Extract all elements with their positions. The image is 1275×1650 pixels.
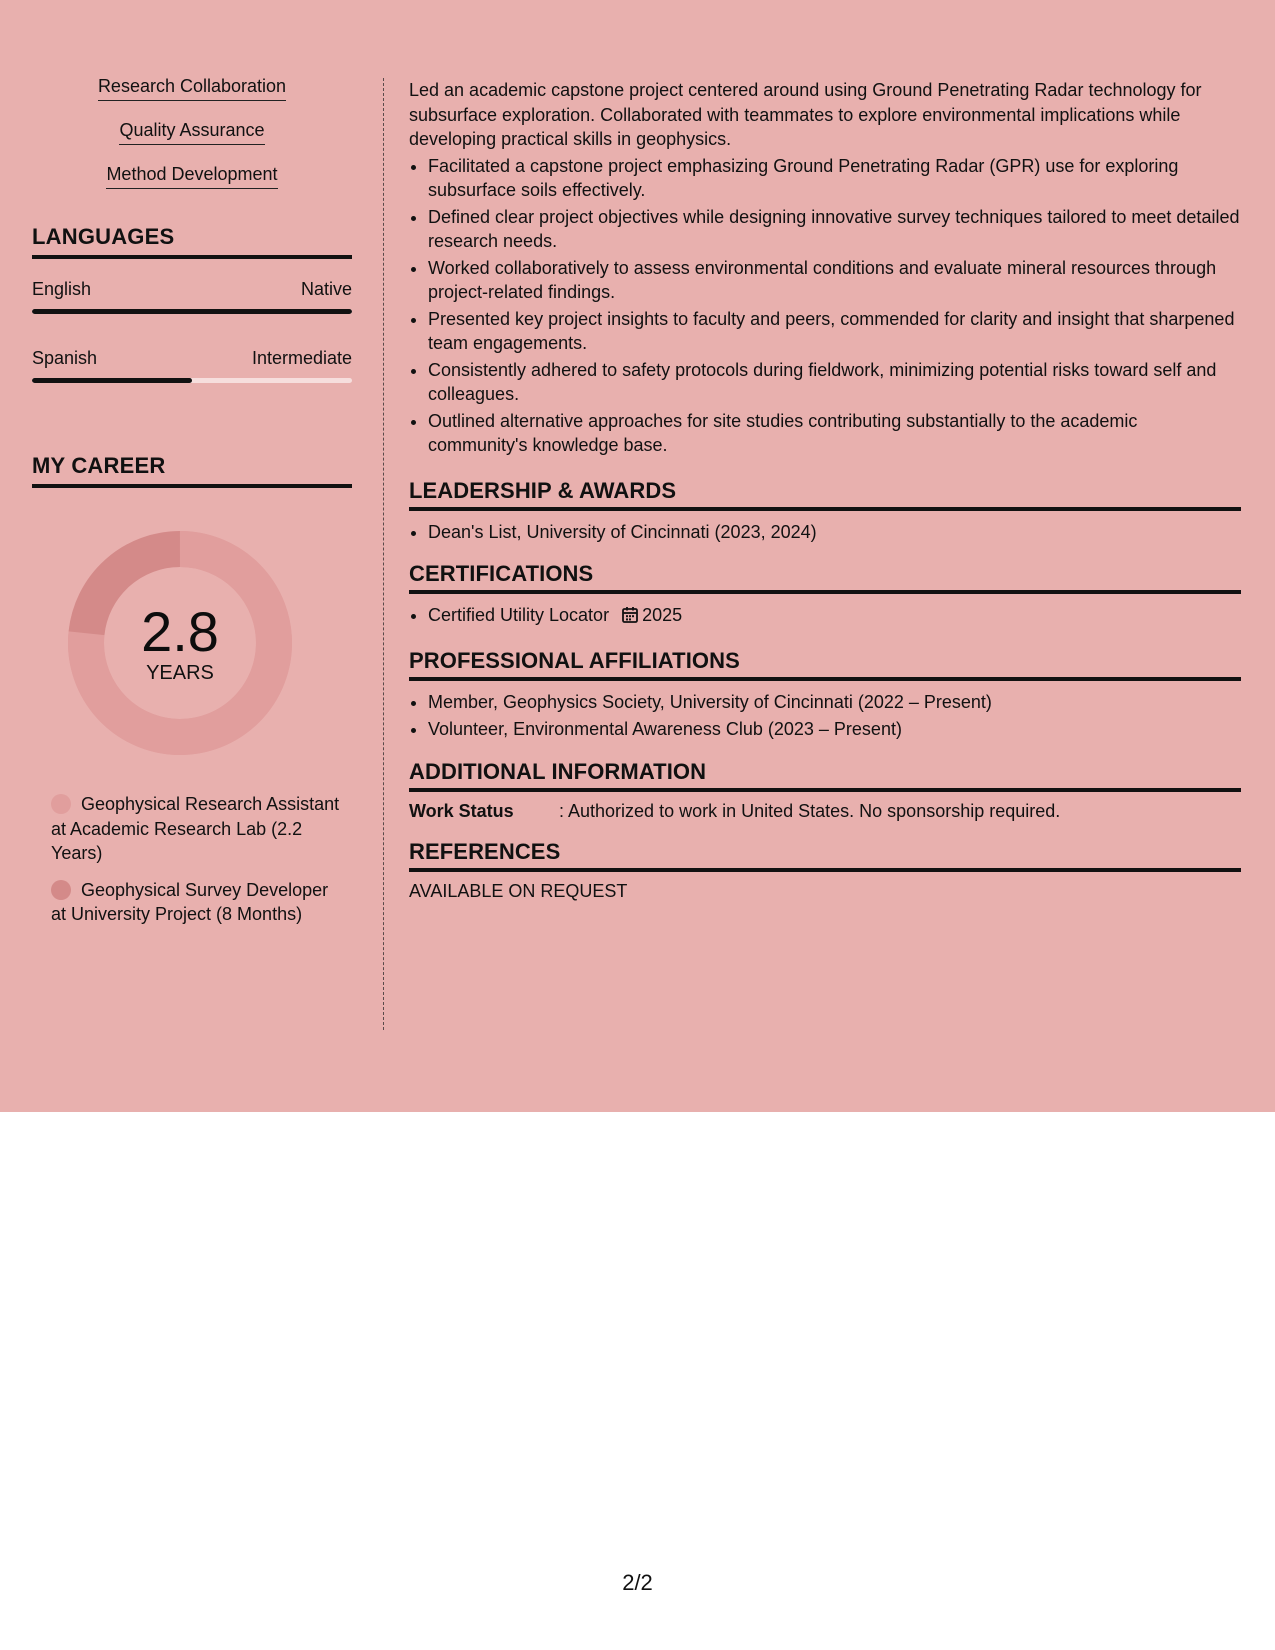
- additional-info-section: [409, 759, 1241, 822]
- certification-year: 2025: [642, 605, 683, 625]
- main-column: [409, 78, 1241, 902]
- skills-list: [32, 76, 352, 189]
- career-donut-chart: [65, 528, 295, 758]
- language-name: Spanish: [32, 348, 98, 368]
- experience-description: Led an academic capstone project centered around using Ground Penetrating Radar technology for subsurface exploration. Collaborated with teammates to explore environmental implications while developing practical skills in geophysics.: [409, 80, 1202, 149]
- career-section: [32, 453, 352, 927]
- career-years-unit: YEARS: [146, 662, 214, 684]
- sidebar: [32, 76, 352, 939]
- language-level: Intermediate: [251, 348, 352, 368]
- list-item: • Presented key project insights to faculty and peers, commended for clarity and insight that sharpened team engagements.: [428, 307, 1241, 356]
- list-item: [428, 603, 1241, 631]
- skill-label: Method Development: [106, 164, 277, 189]
- leadership-list: [409, 520, 1241, 545]
- language-row: [32, 279, 352, 300]
- certifications-list: [409, 603, 1241, 631]
- references-text: AVAILABLE ON REQUEST: [409, 880, 628, 901]
- list-item: • Dean's List, University of Cincinnati (2023, 2024): [428, 520, 1241, 545]
- certifications-heading: CERTIFICATIONS: [409, 561, 1241, 594]
- references-section: [409, 839, 1241, 902]
- work-status-label: Work Status: [409, 800, 514, 821]
- language-name: English: [32, 279, 92, 299]
- language-bar-fill: [32, 378, 192, 383]
- skill-label: Research Collaboration: [98, 76, 286, 101]
- languages-heading: LANGUAGES: [32, 224, 352, 259]
- work-status-row: [409, 801, 1241, 822]
- leadership-heading: LEADERSHIP & AWARDS: [409, 478, 1241, 511]
- column-divider: [383, 78, 384, 1030]
- list-item: • Worked collaboratively to assess environmental conditions and evaluate mineral resources through project-related findings.: [428, 256, 1241, 305]
- experience-bullets: [409, 154, 1241, 458]
- leadership-section: [409, 478, 1241, 545]
- calendar-icon: [621, 606, 639, 631]
- language-row: [32, 348, 352, 369]
- work-status-value: : Authorized to work in United States. No sponsorship required.: [559, 800, 1061, 821]
- skill-item: [32, 164, 352, 189]
- additional-info-heading: ADDITIONAL INFORMATION: [409, 759, 1241, 792]
- list-item: • Facilitated a capstone project emphasizing Ground Penetrating Radar (GPR) use for exploring subsurface soils effectively.: [428, 154, 1241, 203]
- language-level: Native: [300, 279, 352, 299]
- skill-item: [32, 76, 352, 101]
- career-role-label: Geophysical Survey Developer at University Project (8 Months): [51, 879, 329, 924]
- career-legend: [51, 792, 341, 927]
- page-number: 2/2: [622, 1570, 653, 1595]
- affiliations-list: [409, 690, 1241, 742]
- career-role-label: Geophysical Research Assistant at Academic Research Lab (2.2 Years): [51, 794, 340, 863]
- list-item: • Consistently adhered to safety protocols during fieldwork, minimizing potential risks toward self and colleagues.: [428, 358, 1241, 407]
- language-bar: [32, 309, 352, 314]
- list-item: • Defined clear project objectives while designing innovative survey techniques tailored to meet detailed research needs.: [428, 205, 1241, 254]
- career-heading: MY CAREER: [32, 453, 352, 488]
- career-legend-item: [51, 792, 341, 866]
- skill-item: [32, 120, 352, 145]
- skill-label: Quality Assurance: [119, 120, 264, 145]
- career-legend-item: [51, 878, 341, 927]
- legend-dot: [51, 880, 71, 900]
- affiliations-section: [409, 648, 1241, 742]
- language-bar: [32, 378, 352, 383]
- list-item: • Member, Geophysics Society, University of Cincinnati (2022 – Present): [428, 690, 1241, 715]
- languages-section: [32, 224, 352, 383]
- references-heading: REFERENCES: [409, 839, 1241, 872]
- donut-center: [65, 600, 295, 685]
- certification-name: Certified Utility Locator: [428, 605, 610, 625]
- certifications-section: [409, 561, 1241, 631]
- legend-dot: [51, 794, 71, 814]
- language-bar-fill: [32, 309, 352, 314]
- list-item: • Outlined alternative approaches for site studies contributing substantially to the academic community's knowledge base.: [428, 409, 1241, 458]
- career-total-years: 2.8: [141, 600, 219, 663]
- affiliations-heading: PROFESSIONAL AFFILIATIONS: [409, 648, 1241, 681]
- list-item: • Volunteer, Environmental Awareness Club (2023 – Present): [428, 717, 1241, 742]
